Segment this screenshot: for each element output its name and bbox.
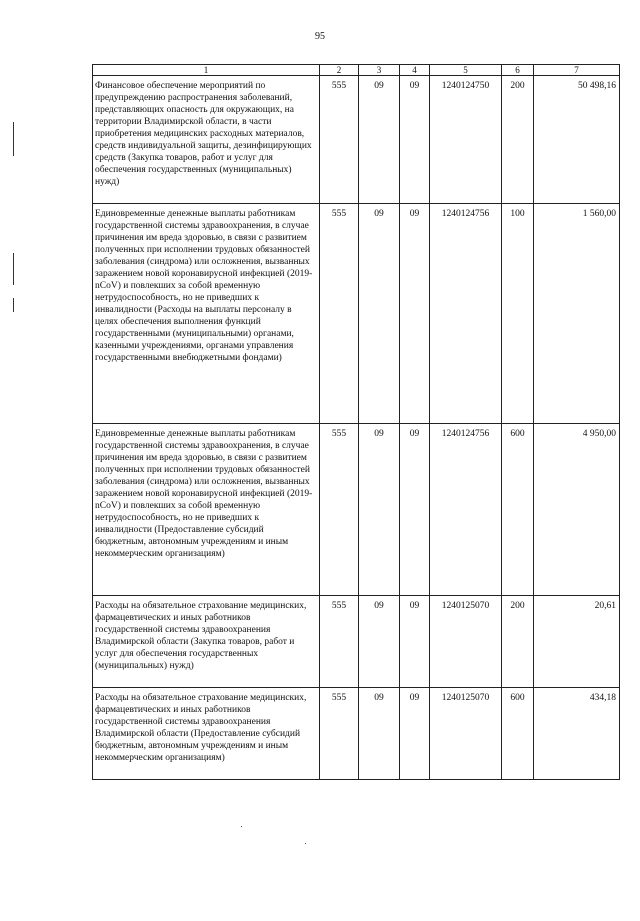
table-row — [93, 204, 620, 424]
subsection-code: 09 — [400, 204, 430, 424]
subsection-code: 09 — [400, 688, 430, 780]
target-article-code: 1240124756 — [430, 204, 502, 424]
section-code: 09 — [359, 204, 400, 424]
ministry-code: 555 — [320, 688, 359, 780]
scan-speck — [241, 826, 242, 827]
expense-description: Расходы на обязательное страхование медицинских, фармацевтических и иных работников государственной системы здравоохранения Владимирской области (Закупка товаров, работ и услуг для обеспечения государственных (муниципальных) нужд) — [93, 596, 320, 688]
target-article-code: 1240125070 — [430, 596, 502, 688]
scan-edge-mark — [13, 122, 14, 156]
scan-edge-mark — [13, 298, 14, 312]
expense-type-code: 200 — [502, 76, 534, 204]
target-article-code: 1240124756 — [430, 424, 502, 596]
amount-value: 1 560,00 — [534, 204, 620, 424]
amount-value: 4 950,00 — [534, 424, 620, 596]
section-code: 09 — [359, 424, 400, 596]
ministry-code: 555 — [320, 424, 359, 596]
section-code: 09 — [359, 596, 400, 688]
page-number: 95 — [315, 31, 325, 42]
expense-type-code: 600 — [502, 688, 534, 780]
ministry-code: 555 — [320, 204, 359, 424]
expense-description: Финансовое обеспечение мероприятий по предупреждению распространения заболеваний, представляющих опасность для окружающих, на территории Владимирской области, в части приобретения медицинских расходных материалов, средств индивидуальной защиты, дезинфицирующих средств (Закупка товаров, работ и услуг для обеспечения государственных (муниципальных) нужд) — [93, 76, 320, 204]
expense-type-code: 100 — [502, 204, 534, 424]
subsection-code: 09 — [400, 596, 430, 688]
ministry-code: 555 — [320, 596, 359, 688]
column-header: 5 — [430, 65, 502, 76]
amount-value: 50 498,16 — [534, 76, 620, 204]
column-header: 4 — [400, 65, 430, 76]
column-header: 6 — [502, 65, 534, 76]
budget-table — [92, 64, 620, 780]
column-header: 1 — [93, 65, 320, 76]
subsection-code: 09 — [400, 76, 430, 204]
expense-description: Расходы на обязательное страхование медицинских, фармацевтических и иных работников государственной системы здравоохранения Владимирской области (Предоставление субсидий бюджетным, автономным учреждениям и иным некоммерческим организациям) — [93, 688, 320, 780]
amount-value: 434,18 — [534, 688, 620, 780]
section-code: 09 — [359, 688, 400, 780]
scan-edge-mark — [13, 253, 14, 285]
table-row — [93, 76, 620, 204]
expense-type-code: 600 — [502, 424, 534, 596]
expense-description: Единовременные денежные выплаты работникам государственной системы здравоохранения, в случае причинения им вреда здоровью, в связи с развитием полученных при исполнении трудовых обязанностей заболевания (синдрома) или осложнения, вызванных заражением новой коронавирусной инфекцией (2019- nCoV) и повлекших за собой временную нетрудоспособность, но не приведших к инвалидности (Расходы на выплаты персоналу в целях обеспечения выполнения функций государственными (муниципальными) органами, казенными учреждениями, органами управления государственными внебюджетными фондами) — [93, 204, 320, 424]
section-code: 09 — [359, 76, 400, 204]
table-row — [93, 596, 620, 688]
column-header: 7 — [534, 65, 620, 76]
column-header: 2 — [320, 65, 359, 76]
table-row — [93, 424, 620, 596]
subsection-code: 09 — [400, 424, 430, 596]
amount-value: 20,61 — [534, 596, 620, 688]
target-article-code: 1240124750 — [430, 76, 502, 204]
scan-speck — [305, 843, 306, 844]
target-article-code: 1240125070 — [430, 688, 502, 780]
expense-type-code: 200 — [502, 596, 534, 688]
table-row — [93, 688, 620, 780]
column-header: 3 — [359, 65, 400, 76]
ministry-code: 555 — [320, 76, 359, 204]
table-header-row — [93, 65, 620, 76]
expense-description: Единовременные денежные выплаты работникам государственной системы здравоохранения, в случае причинения им вреда здоровью, в связи с развитием полученных при исполнении трудовых обязанностей заболевания (синдрома) или осложнения, вызванных заражением новой коронавирусной инфекцией (2019- nCoV) и повлекших за собой временную нетрудоспособность, но не приведших к инвалидности (Предоставление субсидий бюджетным, автономным учреждениям и иным некоммерческим организациям) — [93, 424, 320, 596]
